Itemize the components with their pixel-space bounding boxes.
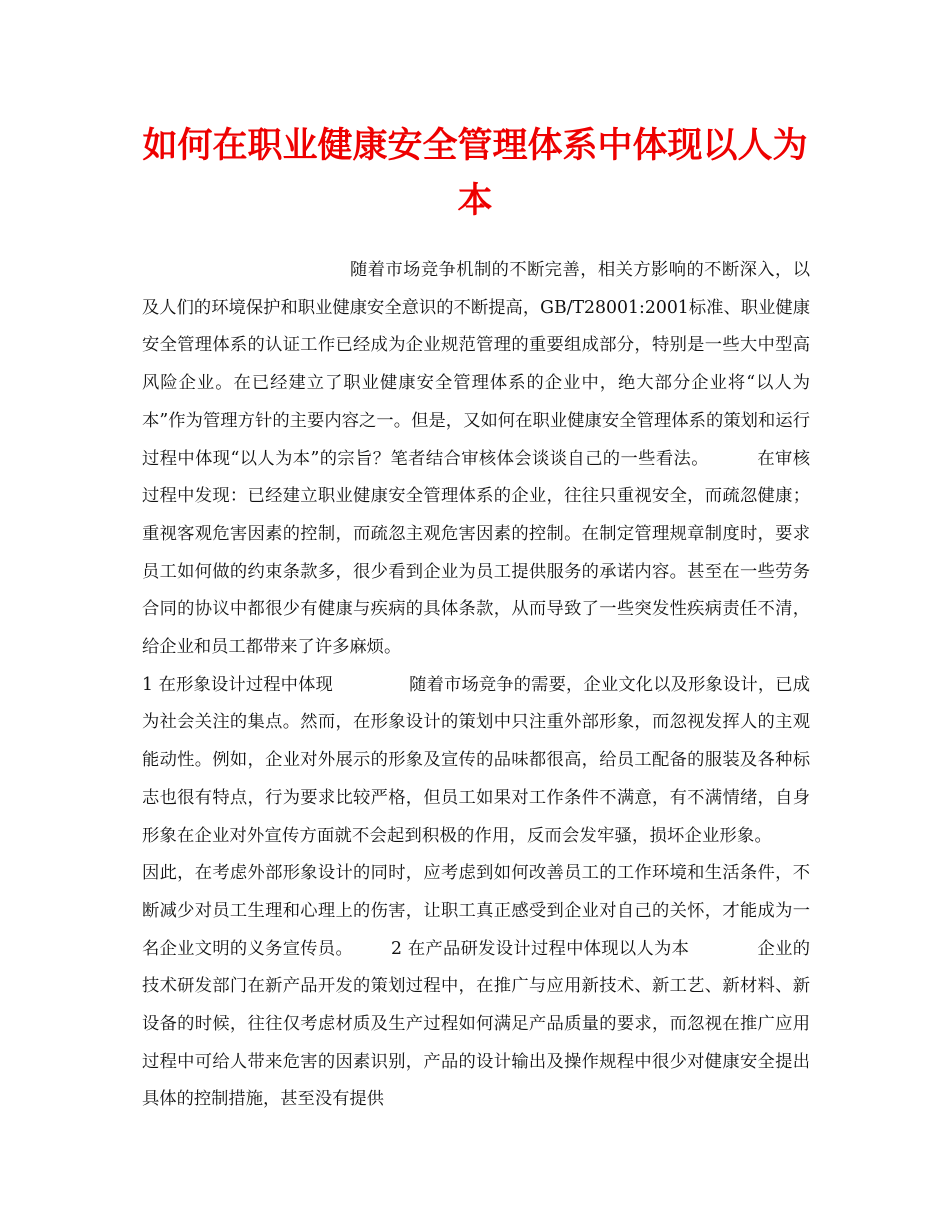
- paragraph-audit-findings: 在审核过程中发现：已经建立职业健康安全管理体系的企业，往往只重视安全，而疏忽健康；重视客观危害因素的控制，而疏忽主观危害因素的控制。在制定管理规章制度时，要求员工如何做的约束条款多，很少看到企业为员工提供服务的承诺内容。甚至在一些劳务合同的协议中都很少有健康与疾病的具体条款，从而导致了一些突发性疾病责任不清，给企业和员工都带来了许多麻烦。: [142, 448, 810, 658]
- document-body: [142, 252, 810, 1119]
- paragraph-image-design: 随着市场竞争的需要，企业文化以及形象设计，已成为社会关注的集点。然而，在形象设计的策划中只注重外部形象，而忽视发挥人的主观能动性。例如，企业对外展示的形象及宣传的品味都很高，给员工配备的服装及各种标志也很有特点，行为要求比较严格，但员工如果对工作条件不满意，有不满情绪，自身形象在企业对外宣传方面就不会起到积极的作用，反而会发牢骚，损坏企业形象。: [142, 674, 810, 846]
- paragraph-product-rd: 企业的技术研发部门在新产品开发的策划过程中，在推广与应用新技术、新工艺、新材料、新设备的时候，往往仅考虑材质及生产过程如何满足产品质量的要求，而忽视在推广应用过程中可给人带来危害的因素识别，产品的设计输出及操作规程中很少对健康安全提出具体的控制措施，甚至没有提供: [142, 938, 810, 1110]
- section-heading-2: 2 在产品研发设计过程中体现以人为本: [391, 938, 690, 959]
- document-title: 如何在职业健康安全管理体系中体现以人为本: [142, 125, 808, 221]
- paragraph-intro: 随着市场竞争机制的不断完善，相关方影响的不断深入，以及人们的环境保护和职业健康安全意识的不断提高，GB/T28001:2001标准、职业健康安全管理体系的认证工作已经成为企业规范管理的重要组成部分，特别是一些大中型高风险企业。在已经建立了职业健康安全管理体系的企业中，绝大部分企业将“以人为本”作为管理方针的主要内容之一。但是，又如何在职业健康安全管理体系的策划和运行过程中体现“以人为本”的宗旨？笔者结合审核体会谈谈自己的一些看法。: [142, 260, 810, 469]
- section-heading-1: 1 在形象设计过程中体现: [142, 674, 333, 695]
- paragraph-image-conclusion: 因此，在考虑外部形象设计的同时，应考虑到如何改善员工的工作环境和生活条件，不断减少对员工生理和心理上的伤害，让职工真正感受到企业对自己的关怀，才能成为一名企业文明的义务宣传员。: [142, 863, 810, 959]
